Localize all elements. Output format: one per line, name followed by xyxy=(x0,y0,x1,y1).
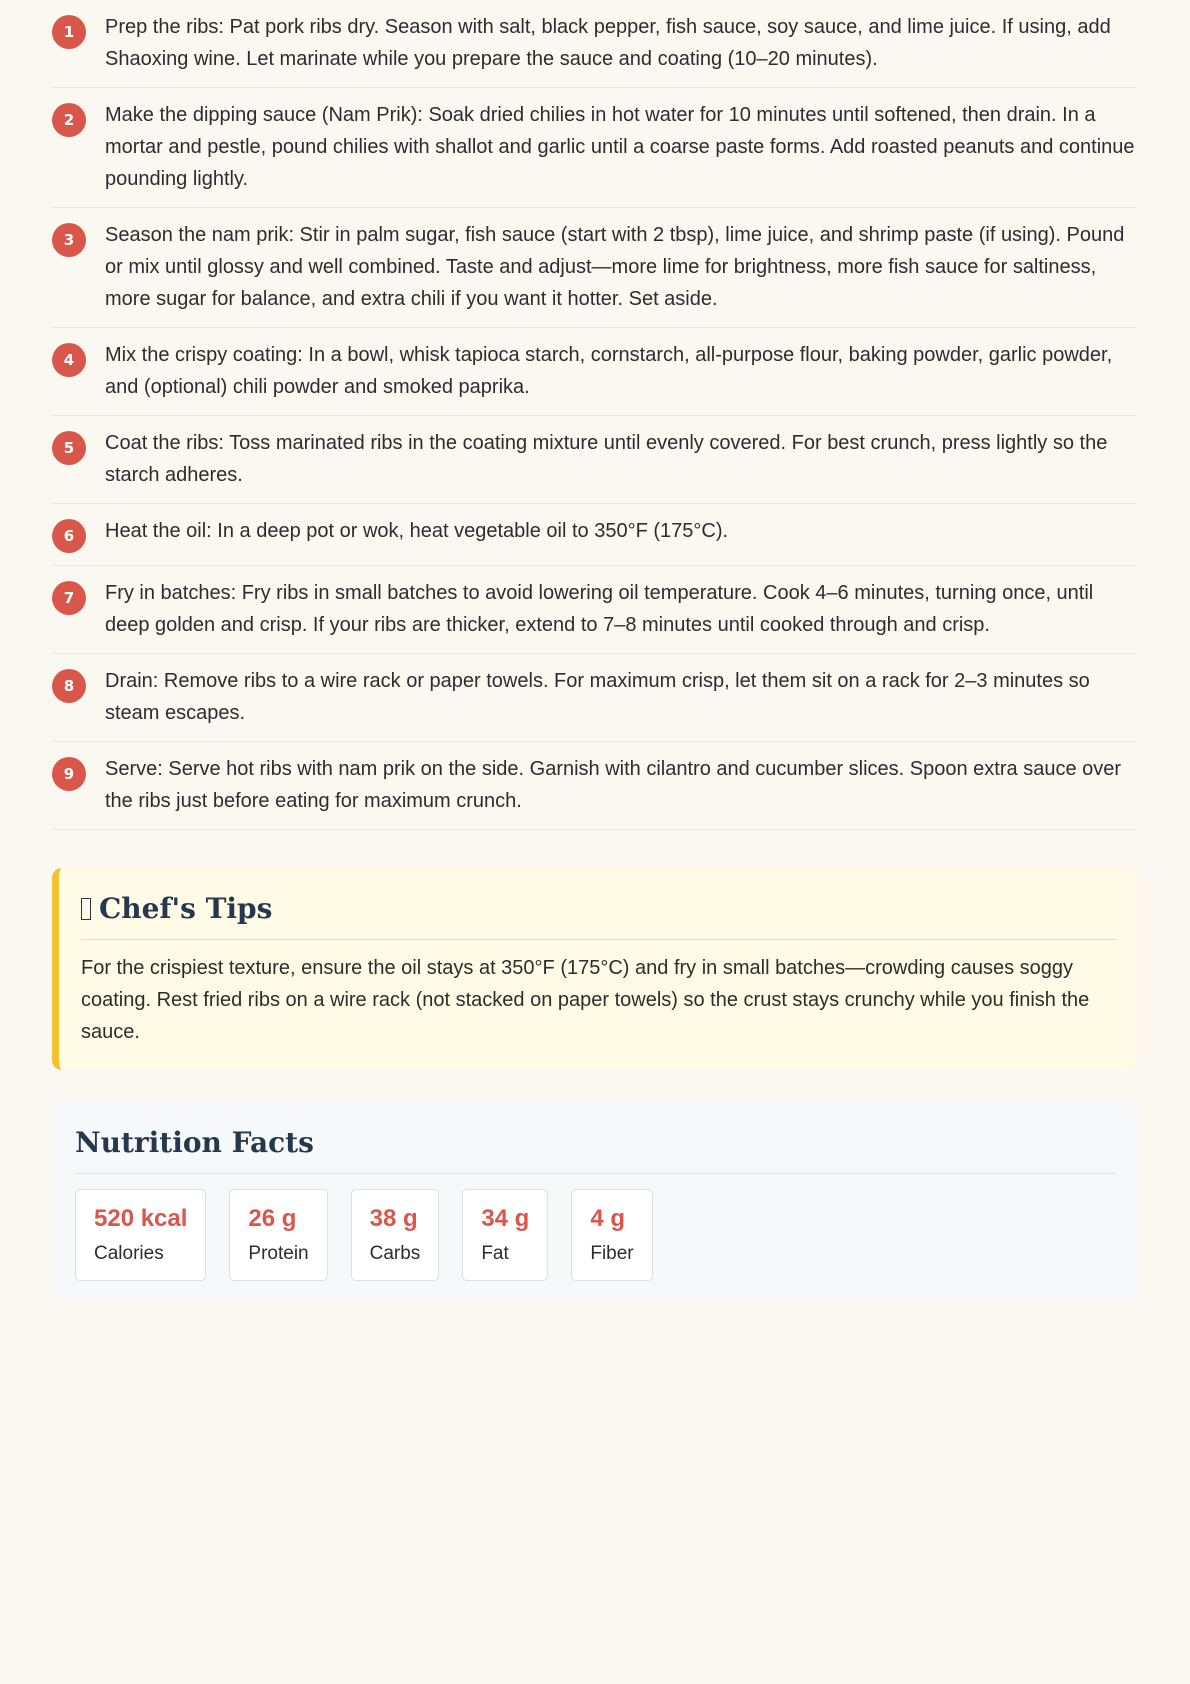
nutrition-fact-fiber xyxy=(571,1189,652,1281)
instruction-step xyxy=(52,88,1138,208)
step-number-badge: 7 xyxy=(52,581,86,615)
instruction-step xyxy=(52,0,1138,88)
nutrition-fact-label: Protein xyxy=(248,1243,309,1264)
nutrition-facts-box xyxy=(52,1102,1138,1301)
chefs-tips-heading xyxy=(81,892,1116,940)
missing-glyph-icon xyxy=(81,898,91,920)
step-number-badge: 2 xyxy=(52,103,86,137)
step-text: Mix the crispy coating: In a bowl, whisk tapioca starch, cornstarch, all-purpose flour, baking powder, garlic powder, and (optional) chili powder and smoked paprika. xyxy=(105,344,1113,398)
step-text: Coat the ribs: Toss marinated ribs in the coating mixture until evenly covered. For best crunch, press lightly so the starch adheres. xyxy=(105,432,1108,486)
nutrition-fact-value: 26 g xyxy=(248,1205,297,1232)
chefs-tips-box xyxy=(52,868,1138,1070)
step-text: Prep the ribs: Pat pork ribs dry. Season with salt, black pepper, fish sauce, soy sauce, and lime juice. If using, add Shaoxing wine. Let marinate while you prepare the sauce and coating (10–20 minutes). xyxy=(105,16,1111,70)
instructions-list xyxy=(52,0,1138,830)
nutrition-fact-value: 4 g xyxy=(590,1205,626,1232)
instruction-step xyxy=(52,566,1138,654)
step-text: Fry in batches: Fry ribs in small batches to avoid lowering oil temperature. Cook 4–6 minutes, turning once, until deep golden and crisp. If your ribs are thicker, extend to 7–8 minutes until cooked through and crisp. xyxy=(105,582,1094,636)
instruction-step xyxy=(52,504,1138,566)
nutrition-fact-protein xyxy=(229,1189,327,1281)
step-text: Make the dipping sauce (Nam Prik): Soak dried chilies in hot water for 10 minutes until softened, then drain. In a mortar and pestle, pound chilies with shallot and garlic until a coarse paste forms. Add roasted peanuts and continue pounding lightly. xyxy=(105,104,1135,190)
chefs-tips-text: For the crispiest texture, ensure the oil stays at 350°F (175°C) and fry in small batches—crowding causes soggy coating. Rest fried ribs on a wire rack (not stacked on paper towels) so the crust stays crunchy while you finish the sauce. xyxy=(81,957,1090,1043)
nutrition-fact-label: Carbs xyxy=(369,1243,421,1264)
recipe-content xyxy=(52,0,1138,1301)
step-text: Season the nam prik: Stir in palm sugar, fish sauce (start with 2 tbsp), lime juice, and shrimp paste (if using). Pound or mix until glossy and well combined. Taste and adjust—more lime for brightness, more fish sauce for saltiness, more sugar for balance, and extra chili if you want it hotter. Set aside. xyxy=(105,224,1125,310)
instruction-step xyxy=(52,208,1138,328)
nutrition-facts-list xyxy=(75,1189,1116,1281)
step-number-badge: 1 xyxy=(52,15,86,49)
nutrition-fact-carbs xyxy=(351,1189,440,1281)
nutrition-fact-label: Fat xyxy=(481,1243,509,1264)
nutrition-fact-calories xyxy=(75,1189,206,1281)
nutrition-fact-value: 38 g xyxy=(369,1205,418,1232)
step-number-badge: 6 xyxy=(52,519,86,553)
step-text: Drain: Remove ribs to a wire rack or paper towels. For maximum crisp, let them sit on a rack for 2–3 minutes so steam escapes. xyxy=(105,670,1090,724)
step-number-badge: 5 xyxy=(52,431,86,465)
step-number-badge: 3 xyxy=(52,223,86,257)
step-text: Heat the oil: In a deep pot or wok, heat vegetable oil to 350°F (175°C). xyxy=(105,520,729,542)
instruction-step xyxy=(52,328,1138,416)
nutrition-fact-fat xyxy=(462,1189,548,1281)
nutrition-fact-value: 520 kcal xyxy=(94,1205,188,1232)
instruction-step xyxy=(52,654,1138,742)
instruction-step xyxy=(52,416,1138,504)
instruction-step xyxy=(52,742,1138,830)
step-number-badge: 9 xyxy=(52,757,86,791)
nutrition-fact-label: Calories xyxy=(94,1243,164,1264)
nutrition-fact-label: Fiber xyxy=(590,1243,634,1264)
nutrition-facts-title: Nutrition Facts xyxy=(75,1126,1116,1174)
chefs-tips-title: Chef's Tips xyxy=(99,892,273,925)
nutrition-fact-value: 34 g xyxy=(481,1205,530,1232)
step-number-badge: 8 xyxy=(52,669,86,703)
step-number-badge: 4 xyxy=(52,343,86,377)
step-text: Serve: Serve hot ribs with nam prik on the side. Garnish with cilantro and cucumber slices. Spoon extra sauce over the ribs just before eating for maximum crunch. xyxy=(105,758,1122,812)
